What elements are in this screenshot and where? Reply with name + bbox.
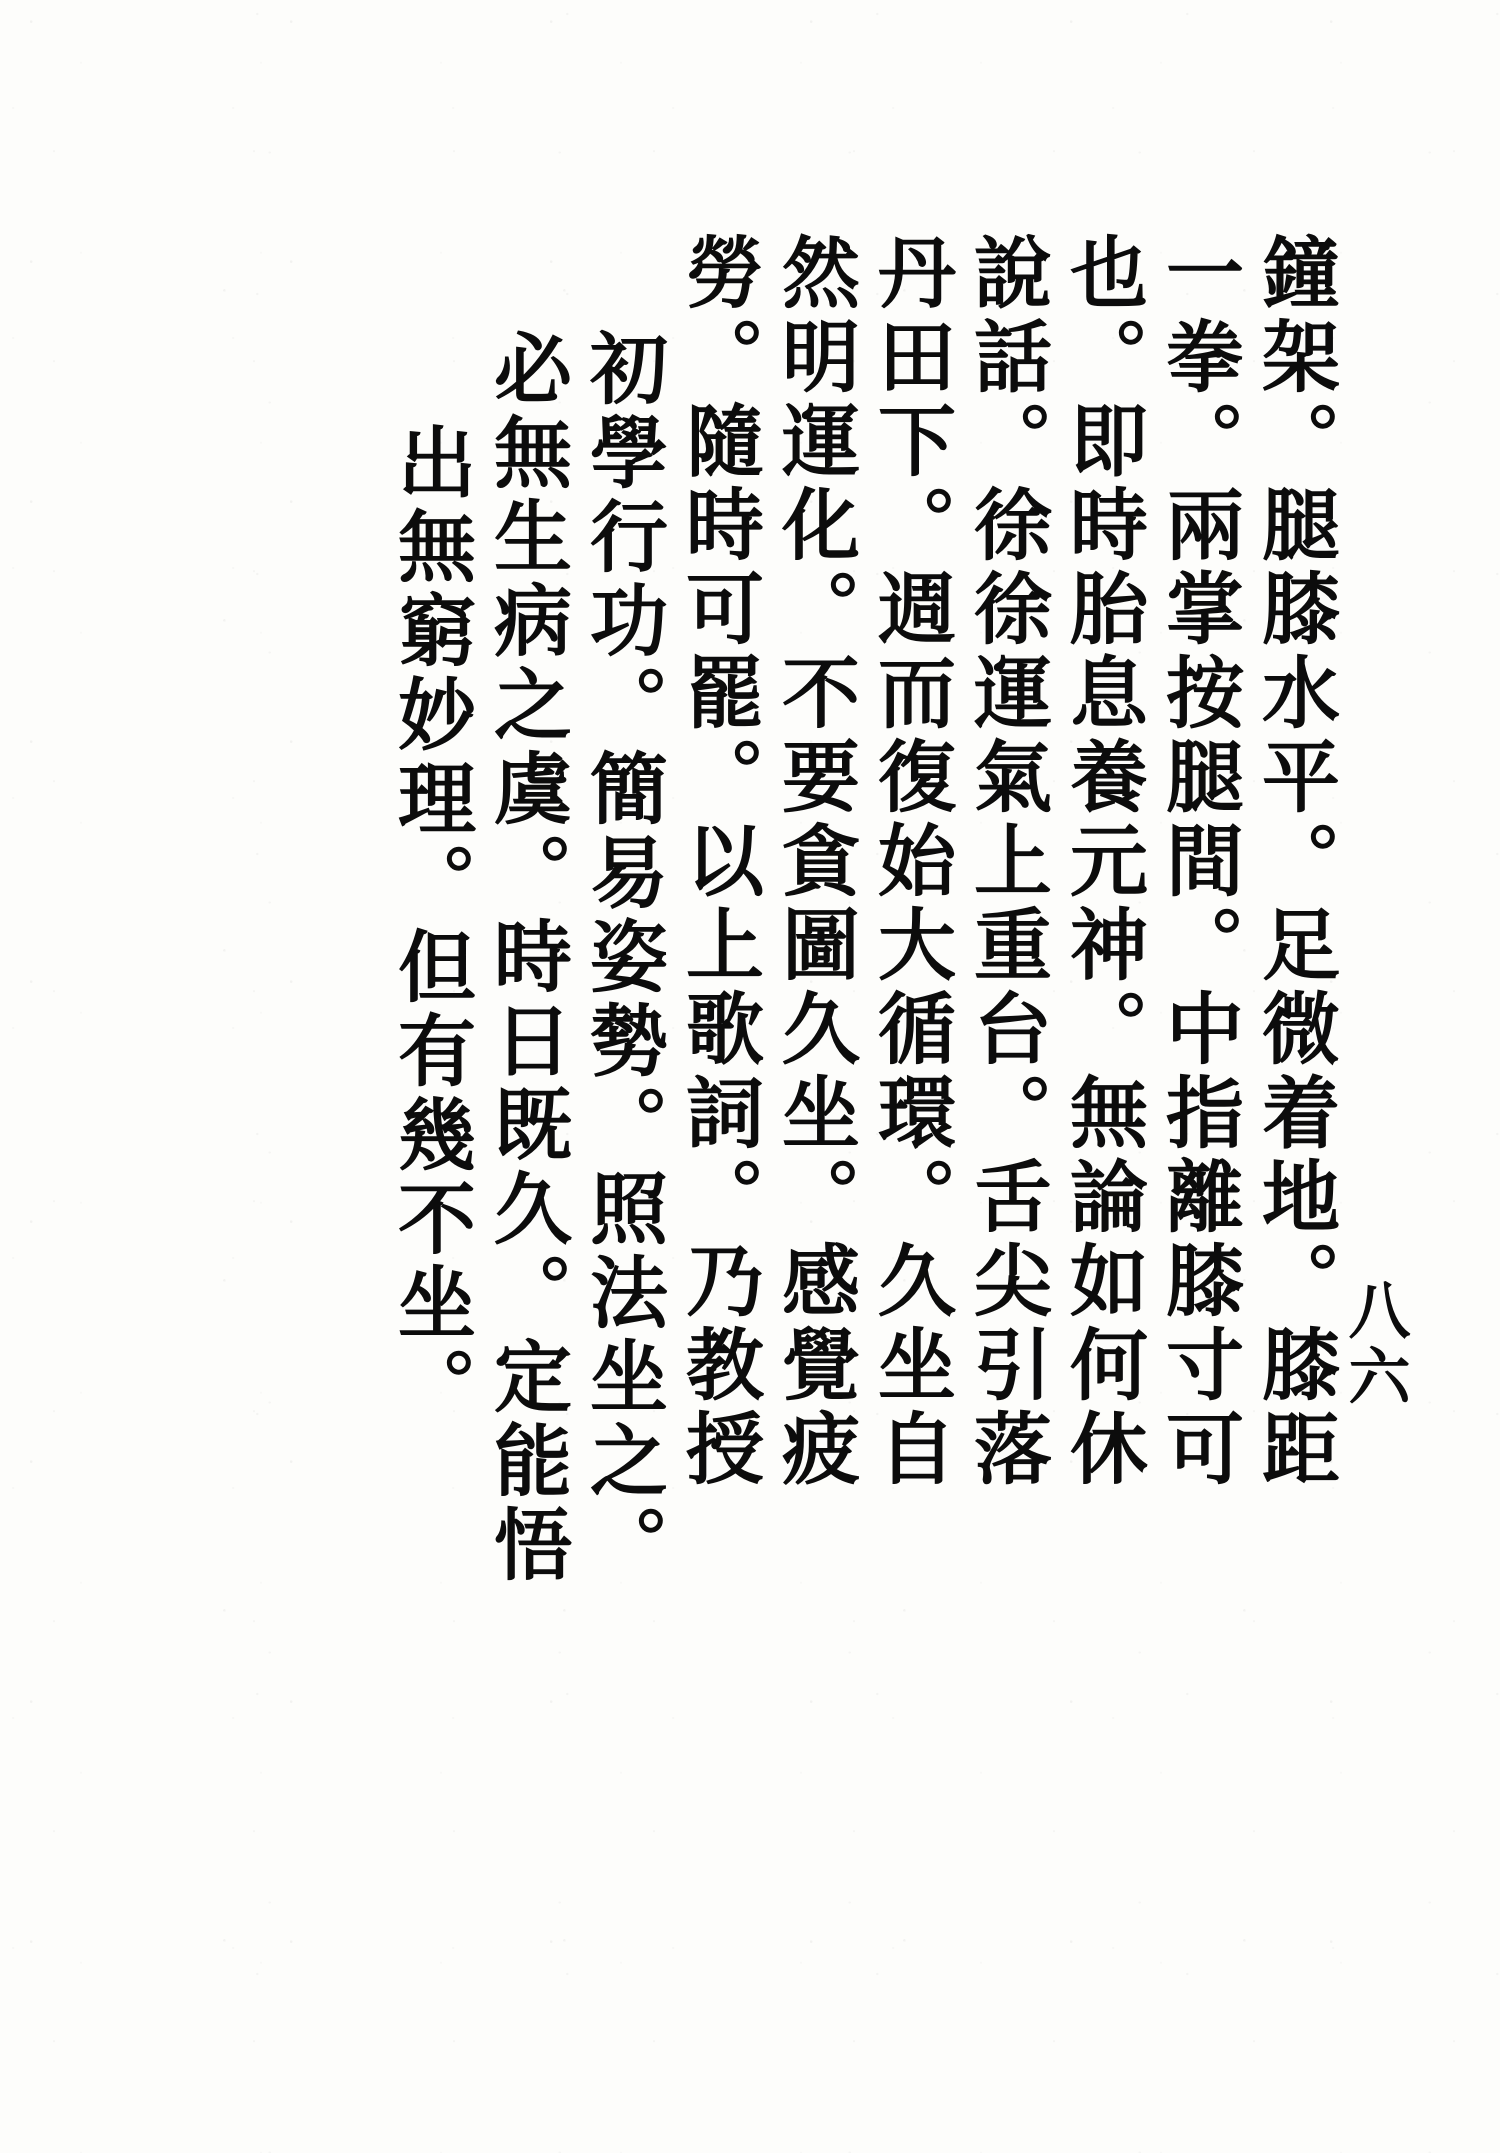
text-column-5: 丹田下。週而復始大循環。久坐自 bbox=[865, 232, 956, 1492]
page-number: 八六 bbox=[1338, 1278, 1411, 1410]
text-column-1: 鐘架。腿膝水平。足微着地。膝距 bbox=[1249, 232, 1340, 1492]
vertical-text-block bbox=[178, 232, 1338, 1792]
text-column-2: 一拳。兩掌按腿間。中指離膝寸可 bbox=[1153, 232, 1244, 1492]
text-column-4: 說話。徐徐運氣上重台。舌尖引落 bbox=[961, 232, 1052, 1492]
text-column-6: 然明運化。不要貪圖久坐。感覺疲 bbox=[769, 232, 860, 1492]
text-column-7: 勞。隨時可罷。以上歌詞。乃教授 bbox=[673, 232, 764, 1492]
text-column-10: 出無窮妙理。但有幾不坐。 bbox=[385, 422, 476, 1430]
text-column-3: 也。即時胎息養元神。無論如何休 bbox=[1057, 232, 1148, 1492]
text-column-9: 必無生病之虞。時日既久。定能悟 bbox=[481, 328, 572, 1588]
text-column-8: 初學行功。簡易姿勢。照法坐之。 bbox=[577, 328, 668, 1588]
